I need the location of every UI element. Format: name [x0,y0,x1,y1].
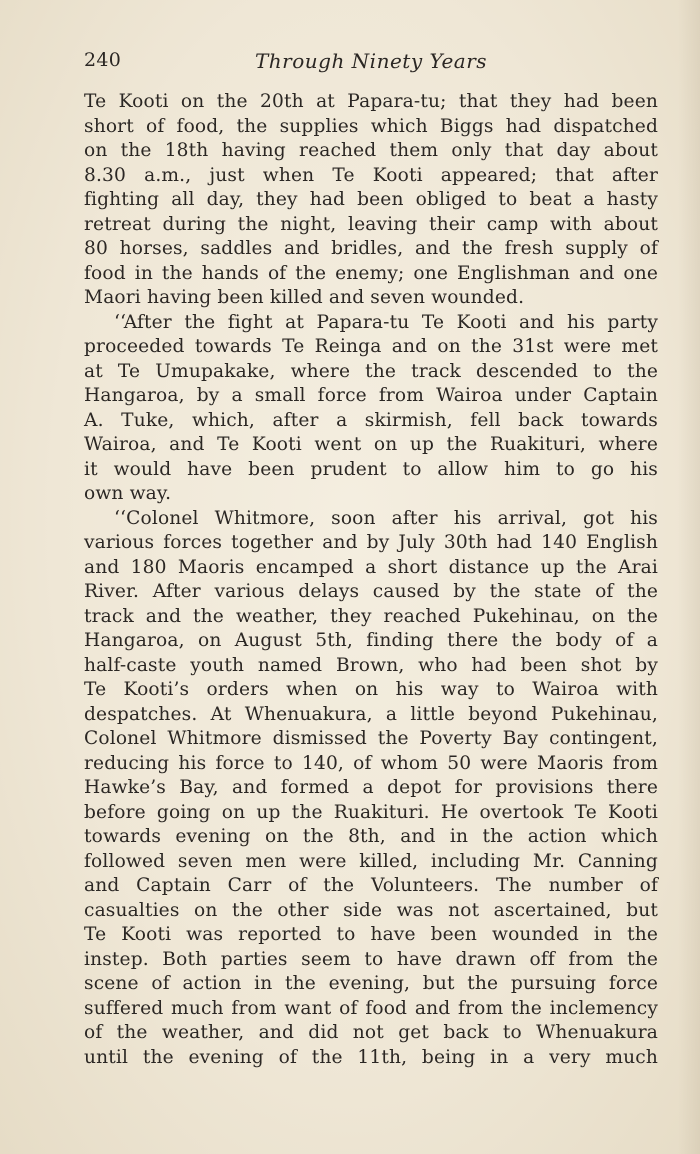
text-line: and Captain Carr of the Volunteers. The number of [84,875,658,896]
text-line: fighting all day, they had been obliged to beat a hasty [84,189,658,210]
text-line: on the 18th having reached them only that day about [84,140,658,161]
text-line: Hangaroa, on August 5th, finding there the body of a [84,630,658,651]
text-line: various forces together and by July 30th had 140 English [84,532,658,553]
text-line: Wairoa, and Te Kooti went on up the Ruakituri, where [84,434,658,455]
text-line: ‘‘Colonel Whitmore, soon after his arrival, got his [114,507,658,529]
text-line: Te Kooti was reported to have been wounded in the [84,924,658,945]
text-line: retreat during the night, leaving their camp with about [84,213,658,235]
text-line: Maori having been killed and seven wounded. [84,287,525,308]
running-title: Through Ninety Years [254,49,488,73]
page-number: 240 [84,49,122,71]
body-text [84,90,658,1070]
text-line: track and the weather, they reached Pukehinau, on the [84,605,658,627]
text-line: own way. [84,483,172,504]
text-line: of the weather, and did not get back to Whenuakura [84,1022,658,1043]
text-line: before going on up the Ruakituri. He overtook Te Kooti [84,801,658,823]
text-line: and 180 Maoris encamped a short distance up the Arai [84,556,658,578]
text-line: 8.30 a.m., just when Te Kooti appeared; that after [84,164,658,186]
text-line: A. Tuke, which, after a skirmish, fell back towards [84,409,658,431]
text-line: followed seven men were killed, including Mr. Canning [84,850,658,872]
text-line: reducing his force to 140, of whom 50 were Maoris from [84,752,658,774]
text-line: at Te Umupakake, where the track descended to the [84,360,658,382]
text-line: Colonel Whitmore dismissed the Poverty Bay contingent, [84,728,658,749]
text-line: Te Kooti’s orders when on his way to Wairoa with [84,679,658,700]
text-line: Te Kooti on the 20th at Papara-tu; that they had been [84,91,658,112]
text-line: instep. Both parties seem to have drawn off from the [84,948,658,970]
text-line: it would have been prudent to allow him to go his [84,458,658,480]
text-line: Hangaroa, by a small force from Wairoa under Captain [84,385,658,406]
text-line: until the evening of the 11th, being in a very much [84,1046,658,1068]
text-line: casualties on the other side was not ascertained, but [84,899,658,921]
text-line: suffered much from want of food and from the inclemency [84,997,658,1019]
page-edge-shadow [678,0,700,1154]
page-header [84,49,658,75]
text-line: food in the hands of the enemy; one Englishman and one [84,262,658,284]
text-line: proceeded towards Te Reinga and on the 31st were met [84,336,658,357]
text-line: half-caste youth named Brown, who had been shot by [84,654,658,676]
text-line: ‘‘After the fight at Papara-tu Te Kooti and his party [114,311,658,333]
text-line: despatches. At Whenuakura, a little beyond Pukehinau, [84,703,658,725]
text-line: towards evening on the 8th, and in the action which [84,826,658,847]
text-line: scene of action in the evening, but the pursuing force [84,973,658,994]
text-line: River. After various delays caused by the state of the [84,581,658,602]
text-line: short of food, the supplies which Biggs had dispatched [84,115,658,137]
text-line: 80 horses, saddles and bridles, and the fresh supply of [84,238,658,259]
text-line: Hawke’s Bay, and formed a depot for provisions there [84,777,658,798]
